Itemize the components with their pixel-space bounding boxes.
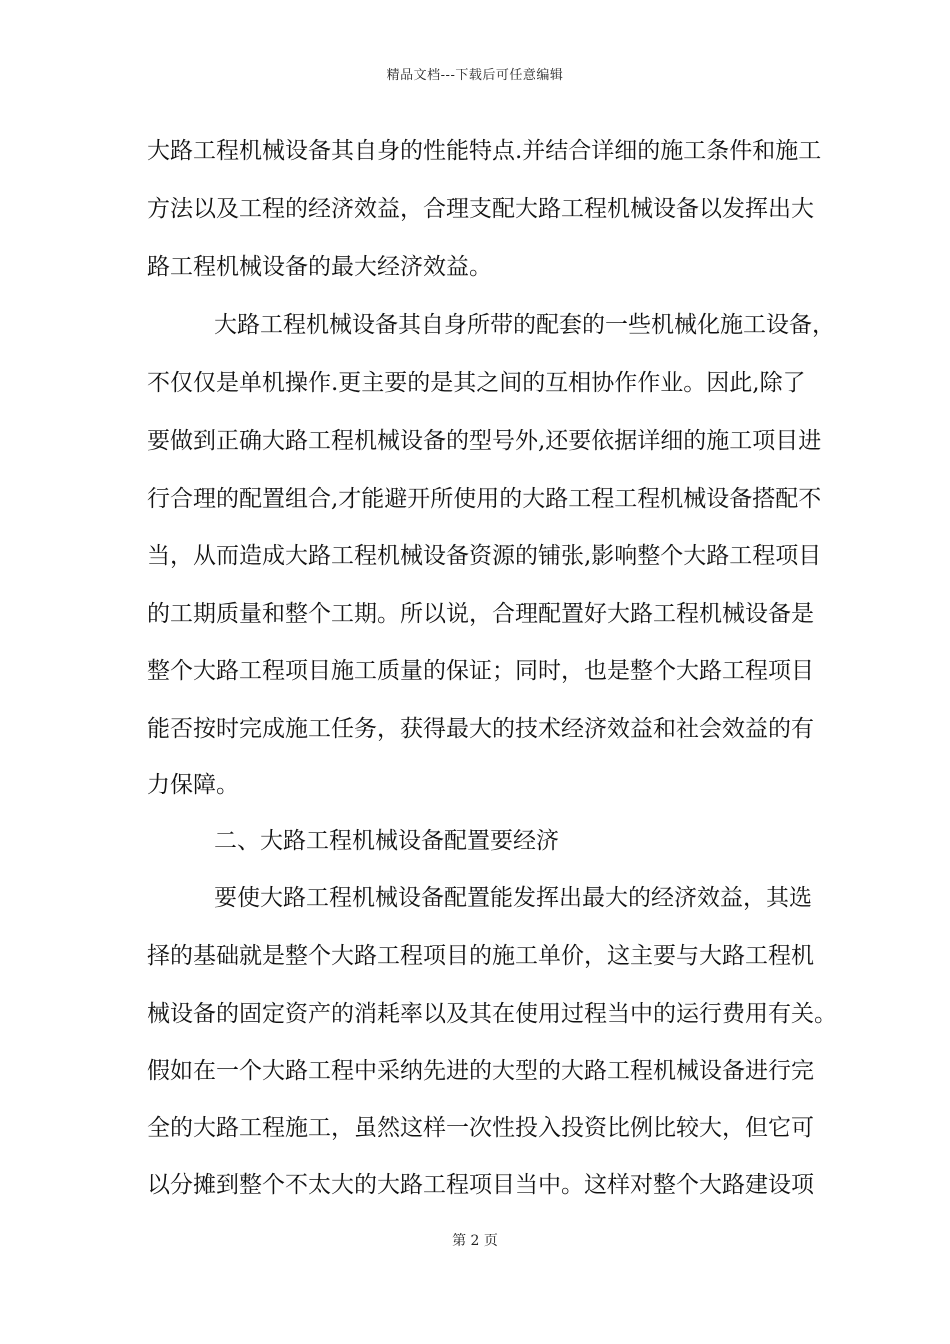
body-line: 路工程机械设备的最大经济效益。 [147,254,492,280]
body-line: 整个大路工程项目施工质量的保证；同时，也是整个大路工程项目 [147,658,814,684]
body-line: 械设备的固定资产的消耗率以及其在使用过程当中的运行费用有关。 [147,1001,837,1027]
body-line: 全的大路工程施工，虽然这样一次性投入投资比例比较大，但它可 [147,1115,814,1141]
body-line: 力保障。 [147,772,239,798]
body-line: 能否按时完成施工任务，获得最大的技术经济效益和社会效益的有 [147,716,814,742]
body-line: 当，从而造成大路工程机械设备资源的铺张,影响整个大路工程项目 [147,543,822,569]
body-line: 大路工程机械设备其自身的性能特点.并结合详细的施工条件和施工 [147,138,822,164]
paragraph-first-line: 大路工程机械设备其自身所带的配套的一些机械化施工设备， [214,312,835,338]
page-number: 第 2 页 [452,1233,498,1249]
body-line: 以分摊到整个不太大的大路工程项目当中。这样对整个大路建设项 [147,1172,814,1198]
body-line: 方法以及工程的经济效益，合理支配大路工程机械设备以发挥出大 [147,196,814,222]
body-line: 择的基础就是整个大路工程项目的施工单价，这主要与大路工程机 [147,943,814,969]
body-line: 假如在一个大路工程中采纳先进的大型的大路工程机械设备进行完 [147,1058,814,1084]
body-line: 不仅仅是单机操作.更主要的是其之间的互相协作作业。因此,除了 [147,370,806,396]
paragraph-first-line: 要使大路工程机械设备配置能发挥出最大的经济效益，其选 [214,885,812,911]
body-line: 行合理的配置组合,才能避开所使用的大路工程工程机械设备搭配不 [147,486,822,512]
page-header: 精品文档---下载后可任意编辑 [386,68,564,83]
body-line: 的工期质量和整个工期。所以说，合理配置好大路工程机械设备是 [147,601,814,627]
body-line: 要做到正确大路工程机械设备的型号外,还要依据详细的施工项目进 [147,428,822,454]
section-heading: 二、大路工程机械设备配置要经济 [214,828,559,854]
